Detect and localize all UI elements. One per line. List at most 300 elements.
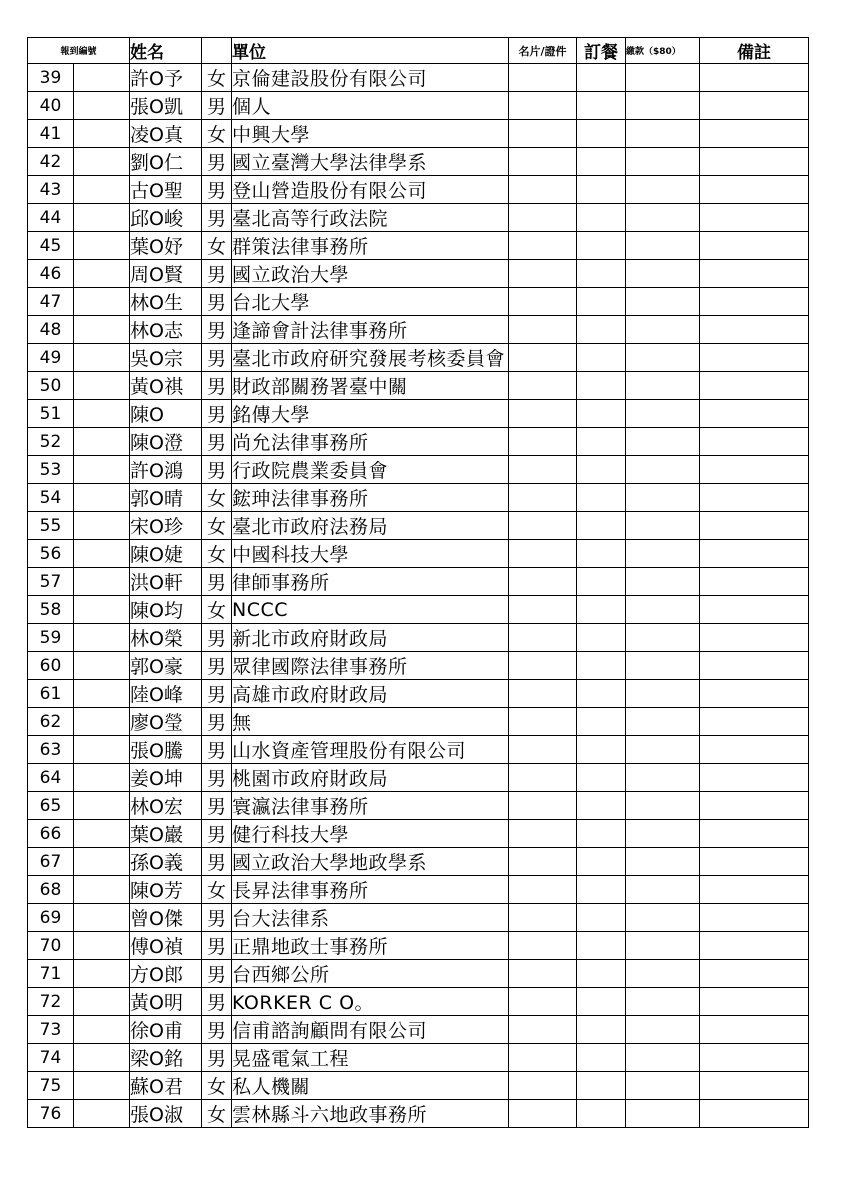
row-note-cell xyxy=(700,288,809,316)
row-number: 52 xyxy=(28,428,74,456)
row-blank-cell xyxy=(74,1016,130,1044)
row-unit: NCCC xyxy=(232,596,509,624)
table-row xyxy=(28,120,809,148)
header-notes: 備註 xyxy=(700,38,809,64)
row-card-cell xyxy=(509,764,577,792)
row-meal-cell xyxy=(577,428,626,456)
row-name: 蘇O君 xyxy=(130,1072,202,1100)
table-header-row xyxy=(28,38,809,64)
table-row xyxy=(28,988,809,1016)
header-unit: 單位 xyxy=(232,38,509,64)
row-card-cell xyxy=(509,1016,577,1044)
row-name: 許O鴻 xyxy=(130,456,202,484)
row-name: 黃O祺 xyxy=(130,372,202,400)
row-name: 孫O義 xyxy=(130,848,202,876)
row-note-cell xyxy=(700,92,809,120)
row-unit: 私人機關 xyxy=(232,1072,509,1100)
row-name: 劉O仁 xyxy=(130,148,202,176)
row-note-cell xyxy=(700,512,809,540)
row-card-cell xyxy=(509,1072,577,1100)
table-row xyxy=(28,148,809,176)
row-fee-cell xyxy=(626,764,700,792)
row-note-cell xyxy=(700,428,809,456)
row-unit: 財政部關務署臺中關 xyxy=(232,372,509,400)
table-row xyxy=(28,876,809,904)
row-note-cell xyxy=(700,596,809,624)
row-meal-cell xyxy=(577,736,626,764)
table-row xyxy=(28,400,809,428)
table-row xyxy=(28,92,809,120)
row-note-cell xyxy=(700,316,809,344)
row-card-cell xyxy=(509,64,577,92)
table-row xyxy=(28,904,809,932)
row-card-cell xyxy=(509,1100,577,1128)
row-meal-cell xyxy=(577,848,626,876)
row-blank-cell xyxy=(74,568,130,596)
row-name: 梁O銘 xyxy=(130,1044,202,1072)
row-fee-cell xyxy=(626,960,700,988)
row-gender: 男 xyxy=(202,568,232,596)
row-number: 55 xyxy=(28,512,74,540)
row-blank-cell xyxy=(74,624,130,652)
row-name: 邱O峻 xyxy=(130,204,202,232)
row-unit: 台大法律系 xyxy=(232,904,509,932)
row-fee-cell xyxy=(626,708,700,736)
row-number: 73 xyxy=(28,1016,74,1044)
row-card-cell xyxy=(509,148,577,176)
row-card-cell xyxy=(509,596,577,624)
row-meal-cell xyxy=(577,232,626,260)
table-row xyxy=(28,540,809,568)
row-name: 張O淑 xyxy=(130,1100,202,1128)
table-row xyxy=(28,932,809,960)
row-gender: 女 xyxy=(202,64,232,92)
row-meal-cell xyxy=(577,596,626,624)
row-blank-cell xyxy=(74,988,130,1016)
row-note-cell xyxy=(700,932,809,960)
row-gender: 男 xyxy=(202,652,232,680)
row-meal-cell xyxy=(577,932,626,960)
row-name: 徐O甫 xyxy=(130,1016,202,1044)
row-number: 68 xyxy=(28,876,74,904)
table-row xyxy=(28,64,809,92)
table-row xyxy=(28,568,809,596)
row-card-cell xyxy=(509,120,577,148)
row-meal-cell xyxy=(577,120,626,148)
row-unit: 國立臺灣大學法律學系 xyxy=(232,148,509,176)
row-meal-cell xyxy=(577,260,626,288)
row-meal-cell xyxy=(577,456,626,484)
row-unit: 中興大學 xyxy=(232,120,509,148)
row-meal-cell xyxy=(577,316,626,344)
row-meal-cell xyxy=(577,344,626,372)
row-number: 75 xyxy=(28,1072,74,1100)
row-meal-cell xyxy=(577,792,626,820)
row-gender: 女 xyxy=(202,484,232,512)
row-unit: 銘傳大學 xyxy=(232,400,509,428)
row-gender: 男 xyxy=(202,904,232,932)
row-card-cell xyxy=(509,848,577,876)
row-blank-cell xyxy=(74,596,130,624)
row-number: 61 xyxy=(28,680,74,708)
row-blank-cell xyxy=(74,148,130,176)
row-number: 44 xyxy=(28,204,74,232)
row-number: 45 xyxy=(28,232,74,260)
row-gender: 男 xyxy=(202,204,232,232)
row-number: 47 xyxy=(28,288,74,316)
row-unit: 台西鄉公所 xyxy=(232,960,509,988)
table-row xyxy=(28,708,809,736)
row-unit: 新北市政府財政局 xyxy=(232,624,509,652)
row-blank-cell xyxy=(74,932,130,960)
row-blank-cell xyxy=(74,92,130,120)
row-gender: 男 xyxy=(202,848,232,876)
row-gender: 女 xyxy=(202,1072,232,1100)
row-blank-cell xyxy=(74,316,130,344)
row-card-cell xyxy=(509,484,577,512)
row-gender: 男 xyxy=(202,148,232,176)
row-name: 宋O珍 xyxy=(130,512,202,540)
row-meal-cell xyxy=(577,1100,626,1128)
row-fee-cell xyxy=(626,344,700,372)
row-note-cell xyxy=(700,876,809,904)
row-meal-cell xyxy=(577,484,626,512)
row-number: 50 xyxy=(28,372,74,400)
row-fee-cell xyxy=(626,456,700,484)
row-note-cell xyxy=(700,988,809,1016)
table-row xyxy=(28,848,809,876)
row-blank-cell xyxy=(74,512,130,540)
row-unit: 正鼎地政士事務所 xyxy=(232,932,509,960)
row-gender: 男 xyxy=(202,1044,232,1072)
row-card-cell xyxy=(509,568,577,596)
row-note-cell xyxy=(700,848,809,876)
row-note-cell xyxy=(700,792,809,820)
row-note-cell xyxy=(700,736,809,764)
row-unit: 臺北市政府研究發展考核委員會 xyxy=(232,344,509,372)
row-number: 51 xyxy=(28,400,74,428)
table-row xyxy=(28,1072,809,1100)
row-note-cell xyxy=(700,1072,809,1100)
row-gender: 女 xyxy=(202,120,232,148)
row-unit: 長昇法律事務所 xyxy=(232,876,509,904)
row-blank-cell xyxy=(74,64,130,92)
row-fee-cell xyxy=(626,792,700,820)
row-card-cell xyxy=(509,624,577,652)
row-number: 63 xyxy=(28,736,74,764)
row-blank-cell xyxy=(74,484,130,512)
row-gender: 男 xyxy=(202,260,232,288)
row-number: 70 xyxy=(28,932,74,960)
row-card-cell xyxy=(509,904,577,932)
table-row xyxy=(28,512,809,540)
row-unit: 京倫建設股份有限公司 xyxy=(232,64,509,92)
row-meal-cell xyxy=(577,708,626,736)
table-row xyxy=(28,232,809,260)
row-unit: 無 xyxy=(232,708,509,736)
table-row xyxy=(28,792,809,820)
row-fee-cell xyxy=(626,428,700,456)
row-name: 古O聖 xyxy=(130,176,202,204)
table-row xyxy=(28,484,809,512)
table-row xyxy=(28,176,809,204)
row-card-cell xyxy=(509,736,577,764)
row-note-cell xyxy=(700,344,809,372)
row-number: 69 xyxy=(28,904,74,932)
row-gender: 男 xyxy=(202,764,232,792)
row-note-cell xyxy=(700,148,809,176)
row-note-cell xyxy=(700,960,809,988)
row-gender: 女 xyxy=(202,540,232,568)
table-row xyxy=(28,820,809,848)
row-name: 許O予 xyxy=(130,64,202,92)
row-meal-cell xyxy=(577,1072,626,1100)
row-gender: 男 xyxy=(202,288,232,316)
row-fee-cell xyxy=(626,1016,700,1044)
row-note-cell xyxy=(700,820,809,848)
row-meal-cell xyxy=(577,624,626,652)
row-card-cell xyxy=(509,708,577,736)
row-number: 59 xyxy=(28,624,74,652)
table-row xyxy=(28,596,809,624)
row-unit: 高雄市政府財政局 xyxy=(232,680,509,708)
row-note-cell xyxy=(700,540,809,568)
row-blank-cell xyxy=(74,260,130,288)
row-fee-cell xyxy=(626,596,700,624)
row-name: 陸O峰 xyxy=(130,680,202,708)
row-meal-cell xyxy=(577,1016,626,1044)
row-card-cell xyxy=(509,400,577,428)
row-note-cell xyxy=(700,64,809,92)
row-fee-cell xyxy=(626,400,700,428)
row-unit: 律師事務所 xyxy=(232,568,509,596)
row-number: 64 xyxy=(28,764,74,792)
row-blank-cell xyxy=(74,848,130,876)
row-blank-cell xyxy=(74,904,130,932)
row-note-cell xyxy=(700,624,809,652)
row-note-cell xyxy=(700,1044,809,1072)
row-blank-cell xyxy=(74,456,130,484)
row-meal-cell xyxy=(577,820,626,848)
row-unit: 寰瀛法律事務所 xyxy=(232,792,509,820)
row-name: 陳O均 xyxy=(130,596,202,624)
row-unit: 個人 xyxy=(232,92,509,120)
row-fee-cell xyxy=(626,736,700,764)
row-card-cell xyxy=(509,204,577,232)
row-name: 陳O澄 xyxy=(130,428,202,456)
row-note-cell xyxy=(700,456,809,484)
row-fee-cell xyxy=(626,568,700,596)
row-fee-cell xyxy=(626,204,700,232)
row-fee-cell xyxy=(626,316,700,344)
row-note-cell xyxy=(700,904,809,932)
row-note-cell xyxy=(700,204,809,232)
row-name: 林O志 xyxy=(130,316,202,344)
row-gender: 男 xyxy=(202,680,232,708)
row-blank-cell xyxy=(74,876,130,904)
table-row xyxy=(28,316,809,344)
row-meal-cell xyxy=(577,204,626,232)
row-number: 46 xyxy=(28,260,74,288)
row-unit: 尚允法律事務所 xyxy=(232,428,509,456)
table-row xyxy=(28,736,809,764)
row-blank-cell xyxy=(74,428,130,456)
row-number: 71 xyxy=(28,960,74,988)
row-note-cell xyxy=(700,176,809,204)
header-fee: 繳款（$80） xyxy=(626,38,700,64)
row-number: 53 xyxy=(28,456,74,484)
row-gender: 女 xyxy=(202,1100,232,1128)
row-fee-cell xyxy=(626,1044,700,1072)
row-note-cell xyxy=(700,120,809,148)
row-name: 方O郎 xyxy=(130,960,202,988)
row-blank-cell xyxy=(74,1044,130,1072)
row-note-cell xyxy=(700,372,809,400)
header-meal: 訂餐 xyxy=(577,38,626,64)
row-fee-cell xyxy=(626,680,700,708)
table-row xyxy=(28,960,809,988)
row-meal-cell xyxy=(577,568,626,596)
row-fee-cell xyxy=(626,1072,700,1100)
row-meal-cell xyxy=(577,540,626,568)
row-gender: 男 xyxy=(202,988,232,1016)
row-number: 43 xyxy=(28,176,74,204)
row-number: 67 xyxy=(28,848,74,876)
row-fee-cell xyxy=(626,484,700,512)
row-fee-cell xyxy=(626,176,700,204)
table-row xyxy=(28,260,809,288)
row-name: 陳O芳 xyxy=(130,876,202,904)
row-note-cell xyxy=(700,568,809,596)
row-name: 林O生 xyxy=(130,288,202,316)
row-card-cell xyxy=(509,652,577,680)
row-card-cell xyxy=(509,260,577,288)
row-fee-cell xyxy=(626,876,700,904)
row-meal-cell xyxy=(577,92,626,120)
row-fee-cell xyxy=(626,120,700,148)
row-blank-cell xyxy=(74,792,130,820)
row-meal-cell xyxy=(577,652,626,680)
row-gender: 男 xyxy=(202,1016,232,1044)
row-fee-cell xyxy=(626,848,700,876)
row-note-cell xyxy=(700,1016,809,1044)
row-unit: 雲林縣斗六地政事務所 xyxy=(232,1100,509,1128)
row-unit: 桃園市政府財政局 xyxy=(232,764,509,792)
row-fee-cell xyxy=(626,148,700,176)
row-card-cell xyxy=(509,92,577,120)
row-card-cell xyxy=(509,820,577,848)
row-note-cell xyxy=(700,400,809,428)
row-unit: 台北大學 xyxy=(232,288,509,316)
row-meal-cell xyxy=(577,904,626,932)
row-fee-cell xyxy=(626,92,700,120)
row-blank-cell xyxy=(74,680,130,708)
row-blank-cell xyxy=(74,372,130,400)
table-row xyxy=(28,372,809,400)
header-checkin-number: 報到編號 xyxy=(28,38,130,64)
row-blank-cell xyxy=(74,764,130,792)
row-meal-cell xyxy=(577,512,626,540)
row-blank-cell xyxy=(74,176,130,204)
header-gender xyxy=(202,38,232,64)
row-name: 傅O禎 xyxy=(130,932,202,960)
row-name: 黃O明 xyxy=(130,988,202,1016)
row-note-cell xyxy=(700,652,809,680)
row-blank-cell xyxy=(74,736,130,764)
table-row xyxy=(28,344,809,372)
row-unit: 山水資產管理股份有限公司 xyxy=(232,736,509,764)
row-name: 張O凱 xyxy=(130,92,202,120)
row-number: 56 xyxy=(28,540,74,568)
row-card-cell xyxy=(509,960,577,988)
row-gender: 男 xyxy=(202,736,232,764)
table-row xyxy=(28,1100,809,1128)
row-fee-cell xyxy=(626,288,700,316)
row-blank-cell xyxy=(74,1100,130,1128)
row-meal-cell xyxy=(577,148,626,176)
row-note-cell xyxy=(700,680,809,708)
row-name: 林O宏 xyxy=(130,792,202,820)
row-fee-cell xyxy=(626,64,700,92)
table-row xyxy=(28,680,809,708)
row-blank-cell xyxy=(74,960,130,988)
row-number: 41 xyxy=(28,120,74,148)
row-unit: 信甫諮詢顧問有限公司 xyxy=(232,1016,509,1044)
row-gender: 男 xyxy=(202,176,232,204)
row-fee-cell xyxy=(626,988,700,1016)
row-meal-cell xyxy=(577,64,626,92)
row-unit: 國立政治大學 xyxy=(232,260,509,288)
row-card-cell xyxy=(509,316,577,344)
row-card-cell xyxy=(509,232,577,260)
row-card-cell xyxy=(509,372,577,400)
row-gender: 男 xyxy=(202,344,232,372)
row-name: 陳O婕 xyxy=(130,540,202,568)
row-unit: 群策法律事務所 xyxy=(232,232,509,260)
row-fee-cell xyxy=(626,372,700,400)
row-fee-cell xyxy=(626,260,700,288)
row-fee-cell xyxy=(626,540,700,568)
table-row xyxy=(28,288,809,316)
row-name: 洪O軒 xyxy=(130,568,202,596)
row-number: 58 xyxy=(28,596,74,624)
table-row xyxy=(28,1016,809,1044)
row-blank-cell xyxy=(74,820,130,848)
row-meal-cell xyxy=(577,400,626,428)
row-card-cell xyxy=(509,512,577,540)
row-gender: 女 xyxy=(202,232,232,260)
row-blank-cell xyxy=(74,540,130,568)
row-number: 57 xyxy=(28,568,74,596)
row-fee-cell xyxy=(626,932,700,960)
row-gender: 男 xyxy=(202,92,232,120)
row-card-cell xyxy=(509,428,577,456)
row-unit: 鋐珅法律事務所 xyxy=(232,484,509,512)
row-number: 62 xyxy=(28,708,74,736)
row-note-cell xyxy=(700,1100,809,1128)
row-card-cell xyxy=(509,932,577,960)
row-name: 郭O晴 xyxy=(130,484,202,512)
row-fee-cell xyxy=(626,652,700,680)
row-name: 葉O妤 xyxy=(130,232,202,260)
row-number: 40 xyxy=(28,92,74,120)
row-card-cell xyxy=(509,456,577,484)
row-card-cell xyxy=(509,988,577,1016)
table-row xyxy=(28,624,809,652)
table-row xyxy=(28,652,809,680)
row-card-cell xyxy=(509,876,577,904)
row-gender: 男 xyxy=(202,428,232,456)
